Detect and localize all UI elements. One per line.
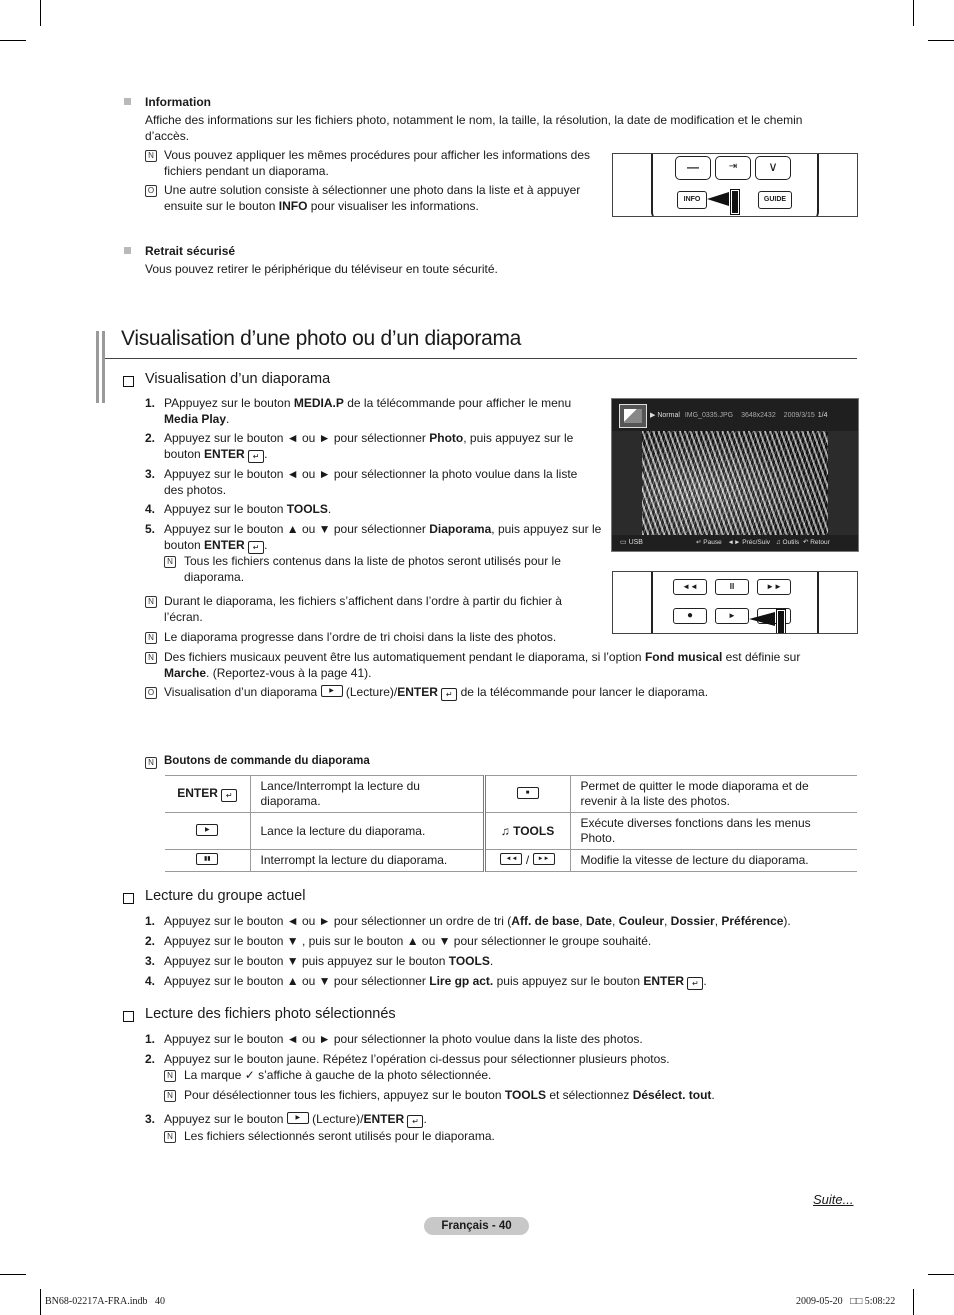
record-button: ● — [673, 608, 707, 624]
buttons-table — [165, 775, 857, 872]
checkbox-bullet-icon — [123, 893, 134, 904]
note-icon: N — [145, 596, 157, 608]
step-number: 5. — [145, 522, 156, 536]
step-number: 3. — [145, 1112, 156, 1126]
rewind-icon: ◄◄ — [500, 853, 522, 865]
play-icon: ▶ — [287, 1112, 309, 1124]
crop-mark — [928, 1274, 954, 1275]
guide-button: GUIDE — [758, 191, 792, 209]
step-number: 1. — [145, 396, 156, 410]
selection-heading: Lecture des fichiers photo sélectionnés — [145, 1006, 396, 1022]
tools-icon: ♫ — [775, 539, 781, 546]
table-row — [165, 813, 857, 850]
photo-thumb-inner — [624, 409, 642, 423]
selection-note-1: La marque ✓ s’affiche à gauche de la photo sélectionnée. — [184, 1068, 492, 1082]
pointer-bar-icon — [777, 610, 785, 634]
enter-icon: ↵ — [221, 789, 237, 802]
diaporama-note-b: Le diaporama progresse dans l’ordre de tri choisi dans la liste des photos. — [164, 630, 557, 644]
step-text: Appuyez sur le bouton jaune. Répétez l’opération ci-dessus pour sélectionner plusieurs photos. — [164, 1052, 670, 1066]
table-key-cell — [165, 813, 250, 850]
left-right-icon: ◄► — [727, 539, 741, 546]
step-text: Appuyez sur le bouton ▲ ou ▼ pour sélectionner Diaporama, puis appuyez sur le bouton ENTER ↵ . — [164, 522, 602, 552]
step-number: 3. — [145, 467, 156, 481]
checkbox-bullet-icon — [123, 1011, 134, 1022]
step-text: Appuyez sur le bouton TOOLS. — [164, 502, 332, 516]
pointer-arrow-icon — [749, 612, 775, 626]
photo-image — [642, 431, 828, 535]
return-icon: ↶ — [802, 539, 809, 546]
play-icon: ▶ — [196, 824, 218, 836]
table-desc-cell: Interrompt la lecture du diaporama. — [250, 850, 484, 872]
table-row — [165, 776, 857, 813]
enter-icon: ↵ — [248, 450, 264, 463]
remote-note-icon: O — [145, 185, 157, 197]
bullet-square — [124, 247, 131, 254]
groupe-heading: Lecture du groupe actuel — [145, 888, 306, 904]
minus-button: — — [675, 156, 711, 180]
pointer-arrow-icon — [707, 192, 729, 206]
tv-screen — [611, 398, 859, 552]
crop-mark — [40, 0, 41, 26]
checkmark-icon: ✓ — [244, 1068, 255, 1082]
note-icon: N — [145, 632, 157, 644]
page-number-badge: Français - 40 — [424, 1217, 529, 1235]
enter-icon: ↵ — [407, 1115, 423, 1128]
enter-icon: ↵ — [441, 688, 457, 701]
crop-mark — [928, 40, 954, 41]
play-button: ► — [715, 608, 749, 624]
information-heading: Information — [145, 95, 211, 109]
fast-forward-button: ►► — [757, 579, 791, 595]
table-key-cell — [165, 850, 250, 872]
note-icon: N — [164, 556, 176, 568]
step-number: 3. — [145, 954, 156, 968]
note-icon: N — [145, 150, 157, 162]
information-note-2: Une autre solution consiste à sélectionner une photo dans la liste et à appuyer ensuite sur le bouton INFO pour visualiser les informations. — [164, 183, 581, 213]
step-text: Appuyez sur le bouton ◄ ou ► pour sélectionner la photo voulue dans la liste des photos. — [164, 1032, 643, 1046]
info-button: INFO — [677, 191, 707, 209]
section-title-bar — [96, 331, 99, 403]
crop-mark — [0, 1274, 26, 1275]
footer-file: BN68-02217A-FRA.indb 40 — [45, 1296, 166, 1307]
table-desc-cell: Exécute diverses fonctions dans les menus Photo. — [570, 813, 857, 850]
step-text: Appuyez sur le bouton ▶ (Lecture)/ENTER ↵ . — [164, 1112, 427, 1126]
stop-icon: ■ — [517, 787, 539, 799]
step5-note: Tous les fichiers contenus dans la liste de photos seront utilisés pour le diaporama. — [184, 554, 561, 584]
source-button: ⇥ — [715, 156, 751, 180]
table-desc-cell: Lance la lecture du diaporama. — [250, 813, 484, 850]
pointer-bar-icon — [731, 190, 739, 214]
note-icon: N — [164, 1131, 176, 1143]
crop-mark — [913, 0, 914, 26]
bullet-square — [124, 98, 131, 105]
crop-mark — [913, 1289, 914, 1315]
selection-note-3: Les fichiers sélectionnés seront utilisés pour le diaporama. — [184, 1129, 495, 1143]
step-text: Appuyez sur le bouton ▼ puis appuyez sur le bouton TOOLS. — [164, 954, 494, 968]
step-text: PAppuyez sur le bouton MEDIA.P de la télécommande pour afficher le menu Media Play. — [164, 396, 572, 426]
table-key-cell: ◄◄ / ►► — [484, 850, 570, 872]
tools-icon: ♫ — [500, 823, 510, 838]
remote-illustration-playback — [612, 571, 858, 634]
information-body: Affiche des informations sur les fichiers photo, notamment le nom, la taille, la résolution, la date de modification et le chemin d’accès. — [145, 113, 803, 143]
footer-timestamp: 2009-05-20 □□ 5:08:22 — [796, 1296, 896, 1307]
buttons-table-title: Boutons de commande du diaporama — [164, 755, 370, 767]
diaporama-note-d: Visualisation d’un diaporama ▶ (Lecture)/ENTER ↵ de la télécommande pour lancer le diaporama. — [164, 685, 709, 699]
step-number: 1. — [145, 1032, 156, 1046]
table-key-cell: ♫ TOOLS — [484, 813, 570, 850]
step-number: 4. — [145, 974, 156, 988]
remote-note-icon: O — [145, 687, 157, 699]
crop-mark — [40, 1289, 41, 1315]
suite-link: Suite... — [813, 1192, 854, 1207]
play-icon: ▶ — [321, 685, 343, 697]
pause-icon: ▮▮ — [196, 853, 218, 865]
retrait-heading: Retrait sécurisé — [145, 244, 236, 258]
play-status-icon: ▶ — [650, 412, 656, 419]
step-text: Appuyez sur le bouton ◄ ou ► pour sélectionner la photo voulue dans la liste des photos. — [164, 467, 578, 497]
note-icon: N — [164, 1070, 176, 1082]
usb-source: ▭ USB — [620, 539, 643, 546]
rewind-button: ◄◄ — [673, 579, 707, 595]
chevron-down-icon: ∨ — [755, 156, 791, 180]
table-row — [165, 850, 857, 872]
section-title: Visualisation d’une photo ou d’un diaporama — [121, 327, 522, 350]
enter-icon: ↵ — [248, 541, 264, 554]
information-note-1: Vous pouvez appliquer les mêmes procédures pour afficher les informations des fichiers pendant un diaporama. — [164, 148, 591, 178]
note-icon: N — [145, 652, 157, 664]
diaporama-note-a: Durant le diaporama, les fichiers s’affichent dans l’ordre à partir du fichier à l’écran. — [164, 594, 562, 624]
step-number: 1. — [145, 914, 156, 928]
retrait-body: Vous pouvez retirer le périphérique du téléviseur en toute sécurité. — [145, 262, 498, 276]
table-desc-cell: Lance/Interrompt la lecture du diaporama. — [250, 776, 484, 813]
fast-forward-icon: ►► — [533, 853, 555, 865]
note-icon: N — [164, 1090, 176, 1102]
note-icon: N — [145, 757, 157, 769]
remote-illustration-info — [612, 153, 858, 217]
step-text: Appuyez sur le bouton ▲ ou ▼ pour sélectionner Lire gp act. puis appuyez sur le bouton ENTER ↵ . — [164, 974, 707, 988]
enter-icon: ↵ — [696, 539, 702, 546]
screen-help-bar: ↵ Pause ◄► Préc/Suiv ♫ Outils ↶ Retour — [696, 539, 830, 546]
step-number: 2. — [145, 934, 156, 948]
step-text: Appuyez sur le bouton ◄ ou ► pour sélectionner un ordre de tri (Aff. de base, Date, Couleur, Dossier, Préférence). — [164, 914, 791, 928]
crop-mark — [0, 40, 26, 41]
usb-icon: ▭ — [620, 539, 627, 546]
table-key-cell: ENTER ↵ — [165, 776, 250, 813]
step-number: 4. — [145, 502, 156, 516]
diaporama-note-c: Des fichiers musicaux peuvent être lus automatiquement pendant le diaporama, si l’option Fond musical est définie sur Marche. (Reportez-vous à la page 41). — [164, 650, 801, 680]
pause-button: II — [715, 579, 749, 595]
table-desc-cell: Modifie la vitesse de lecture du diaporama. — [570, 850, 857, 872]
table-desc-cell: Permet de quitter le mode diaporama et de revenir à la liste des photos. — [570, 776, 857, 813]
table-key-cell — [484, 776, 570, 813]
step-text: Appuyez sur le bouton ◄ ou ► pour sélectionner Photo, puis appuyez sur le bouton ENTER ↵ . — [164, 431, 574, 461]
enter-icon: ↵ — [687, 977, 703, 990]
step-number: 2. — [145, 431, 156, 445]
diaporama-heading: Visualisation d’un diaporama — [145, 371, 331, 387]
step-text: Appuyez sur le bouton ▼ , puis sur le bouton ▲ ou ▼ pour sélectionner le groupe souhaité. — [164, 934, 652, 948]
checkbox-bullet-icon — [123, 376, 134, 387]
section-title-rule — [105, 358, 857, 359]
selection-note-2: Pour désélectionner tous les fichiers, appuyez sur le bouton TOOLS et sélectionnez Désélect. tout. — [184, 1088, 715, 1102]
screen-info-line: ▶ Normal IMG_0335.JPG 3648x2432 2009/3/15 1/4 — [650, 412, 828, 419]
step-number: 2. — [145, 1052, 156, 1066]
section-title-bar — [102, 331, 105, 403]
photo-thumbnail-icon — [619, 404, 647, 428]
